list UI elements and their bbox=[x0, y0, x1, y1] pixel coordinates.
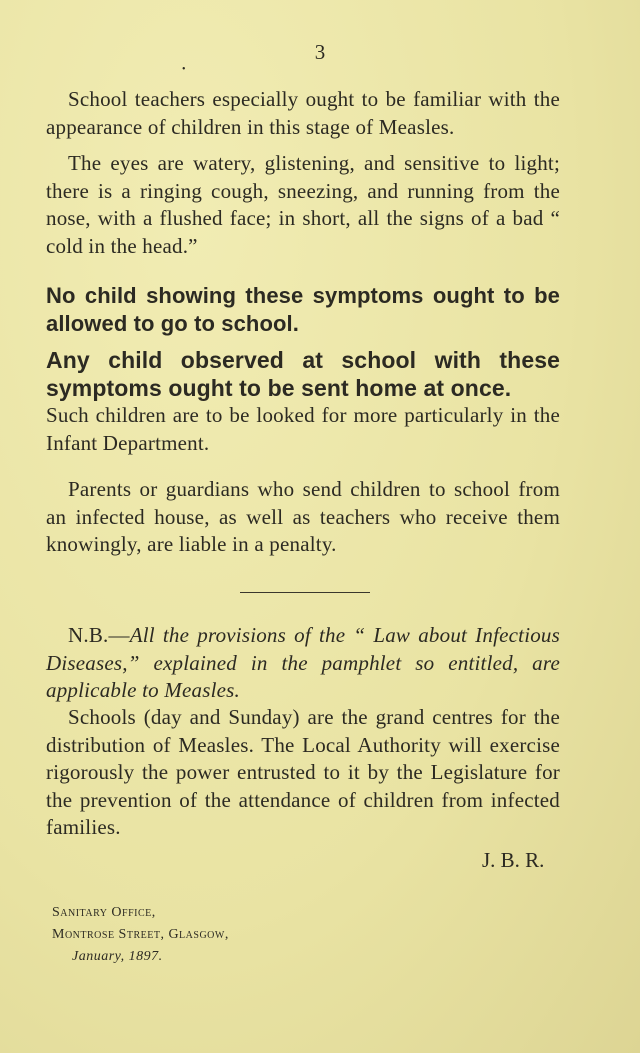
paragraph-infant-dept bbox=[46, 402, 560, 457]
nota-bene-text bbox=[46, 622, 560, 705]
page-number: 3 bbox=[314, 40, 326, 64]
nota-bene bbox=[46, 622, 560, 705]
paragraph-penalty-text: Parents or guardians who send children to school from an infected house, as well as teachers who receive them knowingly, are liable in a penalty. bbox=[46, 477, 560, 556]
bold-notice-no-school bbox=[46, 282, 560, 338]
bold-notice-no-school-text: No child showing these symptoms ought to be allowed to go to school. bbox=[46, 283, 560, 336]
office-street: Montrose Street, Glasgow, bbox=[52, 927, 229, 942]
paragraph-symptoms bbox=[46, 150, 560, 260]
paragraph-schools bbox=[46, 704, 560, 842]
office-name: Sanitary Office, bbox=[52, 905, 156, 920]
paragraph-symptoms-text: The eyes are watery, glistening, and sensitive to light; there is a ringing cough, sneezing, and running from the nose, with a flushed face; in short, all the signs of a bad “ cold in the head.” bbox=[46, 151, 560, 258]
bold-notice-send-home bbox=[46, 346, 560, 402]
nota-bene-body: All the provisions of the “ Law about Infectious Diseases,” explained in the pamphlet so entitled, are applicable to Measles. bbox=[46, 623, 560, 702]
paragraph-teachers bbox=[46, 86, 560, 141]
paragraph-penalty bbox=[46, 476, 560, 559]
office-date: January, 1897. bbox=[72, 949, 163, 964]
paragraph-infant-dept-text: Such children are to be looked for more particularly in the Infant Department. bbox=[46, 403, 560, 455]
bold-notice-send-home-text: Any child observed at school with these symptoms ought to be sent home at once. bbox=[46, 347, 560, 401]
nota-bene-prefix: N.B.— bbox=[68, 623, 130, 647]
paragraph-teachers-text: School teachers especially ought to be familiar with the appearance of children in this stage of Measles. bbox=[46, 87, 560, 139]
ink-speck: • bbox=[182, 64, 186, 75]
office-address bbox=[52, 902, 229, 968]
paragraph-schools-text: Schools (day and Sunday) are the grand centres for the distribution of Measles. The Local Authority will exercise rigorously the power entrusted to it by the Legislature for the prevention of the attendance of children from infected families. bbox=[46, 705, 560, 839]
divider-rule bbox=[240, 592, 370, 593]
signature-initials: J. B. R. bbox=[482, 848, 545, 872]
